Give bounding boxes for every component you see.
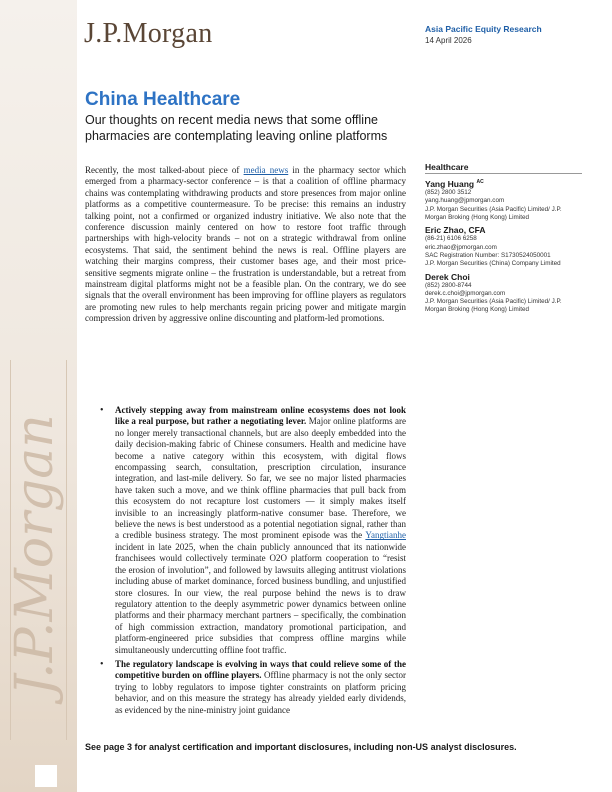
- intro-text-start: Recently, the most talked-about piece of: [85, 165, 244, 175]
- corner-square: [35, 765, 57, 787]
- side-decorative-band: [0, 0, 77, 792]
- disclosure-footer: See page 3 for analyst certification and important disclosures, including non-US analyst disclosures.: [85, 742, 517, 752]
- analyst-section-heading: Healthcare: [425, 163, 582, 174]
- yangtianhe-link[interactable]: Yangtianhe: [365, 530, 406, 541]
- analyst-block: [425, 272, 582, 315]
- analyst-name: [425, 177, 582, 189]
- page-subtitle: Our thoughts on recent media news that some offline pharmacies are contemplating leaving online platforms: [85, 113, 388, 143]
- intro-paragraph: [85, 165, 406, 325]
- intro-text-rest: in the pharmacy sector which emerged from a pharmacy-sector conference – is that a coalition of offline pharmacy chains was contemplating withdrawing products and store presences from major online platforms as a competitive countermeasure. To be precise: this remains an industry talking point, not a confirmed or organized industry initiative. We also note that the conference discussion mainly centered on how to restore foot traffic through partnerships with high-velocity brands – not on a strategic withdrawal from online ecosystems. That said, the sentiment behind the news is real. Offline players are watching their margins compress, their customer bases age, and their most price-sensitive segments migrate online – the frustration is understandable, but a retreat from mainstream digital platforms might not be a feasible plan. On the contrary, we do see signals that the overall environment has been improving for offline players as regulators are promoting new rules to help merchants regain pricing power and mitigate margin compression driven by aggressive online discounting and platform-led promotions.: [85, 165, 406, 324]
- bullet-icon: •: [100, 658, 104, 670]
- bullet-text: Major online platforms are no longer merely transactional channels, but are also deeply embedded into the daily decision-making fabric of Chinese consumers. Health and medicine have become a native category within this ecosystem, with digital flows encompassing search, consultation, prescription circulation, insurance integration, and last-mile delivery. So far, we see no major listed pharmacies have taken such a move, and we think offline pharmacies that pull back from this ecosystem do not recapture lost customers — it simply makes itself invisible to an increasingly platform-native consumer base. Therefore, we believe the news is best understood as a potential negotiation signal, rather than a credible business strategy. The most prominent episode was the: [115, 416, 406, 541]
- bullet-text-after: incident in late 2025, when the chain publicly announced that its nationwide franchisees would collectively terminate O2O platform cooperation to “resist the erosion of involution”, and followed by lawsuits alleging antitrust violations including abuse of market dominance, forced business bundling, and unjustified store closures. In our view, the real purpose behind the news is to draw regulatory attention to the deeply asymmetric power dynamics between online platforms and their pharmacy merchant partners – specifically, the combination of high commission extraction, mandatory promotional participation, and platform-engineered price subsidies that compress offline margins while simultaneously undercutting offline foot traffic.: [115, 541, 406, 655]
- bullet-list: [100, 405, 406, 719]
- analyst-firm: J.P. Morgan Securities (China) Company Limited: [425, 260, 561, 268]
- analyst-firm: J.P. Morgan Securities (Asia Pacific) Limited/ J.P. Morgan Broking (Hong Kong) Limited: [425, 298, 562, 314]
- analyst-email[interactable]: yang.huang@jpmorgan.com: [425, 197, 505, 205]
- bullet-icon: •: [100, 405, 104, 416]
- analyst-block: [425, 177, 582, 222]
- page-title: China Healthcare: [85, 89, 241, 110]
- bullet-heading: The regulatory landscape is evolving in ways that could relieve some of the competitive burden on offline players.: [115, 658, 406, 681]
- side-watermark-logo: J.P.Morgan: [5, 414, 65, 696]
- list-item: [100, 405, 406, 656]
- jpmorgan-logo: J.P.Morgan: [84, 18, 213, 49]
- analyst-name: Eric Zhao, CFA: [425, 225, 486, 236]
- analyst-sac-number: SAC Registration Number: S1730524050001: [425, 251, 551, 259]
- report-header-info: [425, 24, 542, 45]
- analyst-phone: (852) 2800 3512: [425, 189, 472, 197]
- bullet-heading: Actively stepping away from mainstream online ecosystems does not look like a real purpose, but rather a negotiating lever.: [115, 405, 406, 427]
- analyst-name: Derek Choi: [425, 271, 470, 282]
- analyst-email[interactable]: derek.c.choi@jpmorgan.com: [425, 289, 506, 297]
- media-news-link[interactable]: media news: [243, 165, 289, 175]
- analyst-name-text: Yang Huang: [425, 179, 475, 190]
- analyst-firm: J.P. Morgan Securities (Asia Pacific) Limited/ J.P. Morgan Broking (Hong Kong) Limited: [425, 205, 562, 222]
- analyst-block: [425, 225, 582, 268]
- analyst-phone: (852) 2800-8744: [425, 281, 472, 289]
- report-date: 14 April 2026: [425, 36, 472, 45]
- report-type: Asia Pacific Equity Research: [425, 24, 542, 34]
- analyst-email[interactable]: eric.zhao@jpmorgan.com: [425, 243, 497, 251]
- bullet-text: Offline pharmacy is not the only sector trying to lobby regulators to impose tighter constraints on platform pricing behavior, and on this measure the strategy has already yielded early dividends, as evidenced by the nine-ministry joint guidance: [115, 670, 406, 715]
- analyst-cert-mark: AC: [476, 179, 484, 186]
- analyst-sidebar: [425, 163, 582, 315]
- list-item: [100, 659, 406, 716]
- analyst-phone: (86-21) 6106 6258: [425, 235, 477, 243]
